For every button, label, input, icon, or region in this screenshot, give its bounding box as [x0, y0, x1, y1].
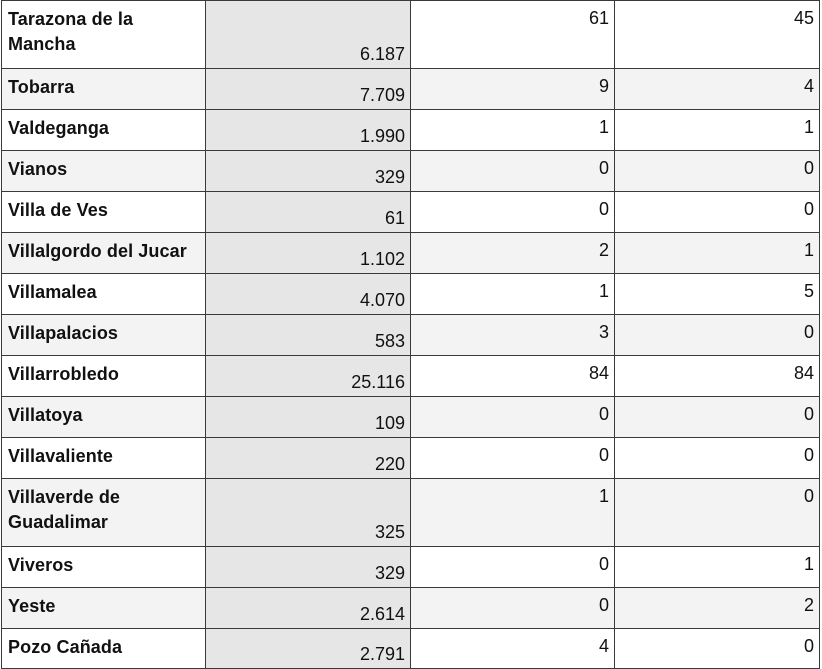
population-cell: 7.709 [206, 69, 411, 110]
municipality-name: Villalgordo del Jucar [2, 233, 206, 274]
municipality-name: Villapalacios [2, 315, 206, 356]
population-cell: 25.116 [206, 356, 411, 397]
municipality-name: Yeste [2, 588, 206, 629]
municipality-name: Viveros [2, 547, 206, 588]
municipality-name: Vianos [2, 151, 206, 192]
value-cell-col4: 45 [615, 1, 820, 69]
table-row [2, 356, 820, 397]
population-cell: 1.990 [206, 110, 411, 151]
population-cell: 329 [206, 151, 411, 192]
value-cell-col3: 61 [411, 1, 615, 69]
table-row [2, 274, 820, 315]
municipality-name: Villa de Ves [2, 192, 206, 233]
population-cell: 329 [206, 547, 411, 588]
value-cell-col3: 0 [411, 547, 615, 588]
table-row [2, 315, 820, 356]
table-row [2, 151, 820, 192]
value-cell-col4: 0 [615, 629, 820, 669]
population-cell: 2.791 [206, 629, 411, 669]
table-row [2, 233, 820, 274]
value-cell-col3: 2 [411, 233, 615, 274]
value-cell-col3: 1 [411, 479, 615, 547]
population-cell: 325 [206, 479, 411, 547]
value-cell-col4: 0 [615, 192, 820, 233]
value-cell-col3: 1 [411, 274, 615, 315]
value-cell-col3: 0 [411, 438, 615, 479]
value-cell-col3: 0 [411, 151, 615, 192]
value-cell-col4: 1 [615, 110, 820, 151]
population-cell: 4.070 [206, 274, 411, 315]
table-row [2, 69, 820, 110]
table-row [2, 397, 820, 438]
value-cell-col3: 0 [411, 588, 615, 629]
value-cell-col4: 2 [615, 588, 820, 629]
table-row [2, 547, 820, 588]
table-row [2, 438, 820, 479]
value-cell-col4: 84 [615, 356, 820, 397]
value-cell-col3: 84 [411, 356, 615, 397]
table-row [2, 479, 820, 547]
value-cell-col4: 0 [615, 397, 820, 438]
municipality-table [1, 0, 820, 669]
value-cell-col4: 0 [615, 479, 820, 547]
municipality-name: Villaverde de Guadalimar [2, 479, 206, 547]
municipality-name: Pozo Cañada [2, 629, 206, 669]
value-cell-col4: 4 [615, 69, 820, 110]
table-row [2, 110, 820, 151]
value-cell-col3: 0 [411, 397, 615, 438]
value-cell-col3: 0 [411, 192, 615, 233]
value-cell-col3: 4 [411, 629, 615, 669]
value-cell-col3: 9 [411, 69, 615, 110]
municipality-name: Tarazona de la Mancha [2, 1, 206, 69]
municipality-name: Valdeganga [2, 110, 206, 151]
population-cell: 1.102 [206, 233, 411, 274]
value-cell-col4: 0 [615, 438, 820, 479]
value-cell-col3: 3 [411, 315, 615, 356]
population-cell: 583 [206, 315, 411, 356]
municipality-name: Tobarra [2, 69, 206, 110]
population-cell: 6.187 [206, 1, 411, 69]
municipality-name: Villatoya [2, 397, 206, 438]
municipality-name: Villarrobledo [2, 356, 206, 397]
value-cell-col4: 0 [615, 315, 820, 356]
value-cell-col4: 1 [615, 233, 820, 274]
population-cell: 2.614 [206, 588, 411, 629]
value-cell-col4: 0 [615, 151, 820, 192]
population-cell: 220 [206, 438, 411, 479]
municipality-name: Villavaliente [2, 438, 206, 479]
table-row [2, 588, 820, 629]
table-row [2, 629, 820, 669]
population-cell: 61 [206, 192, 411, 233]
table-row [2, 192, 820, 233]
table-row [2, 1, 820, 69]
value-cell-col3: 1 [411, 110, 615, 151]
value-cell-col4: 5 [615, 274, 820, 315]
value-cell-col4: 1 [615, 547, 820, 588]
municipality-name: Villamalea [2, 274, 206, 315]
population-cell: 109 [206, 397, 411, 438]
